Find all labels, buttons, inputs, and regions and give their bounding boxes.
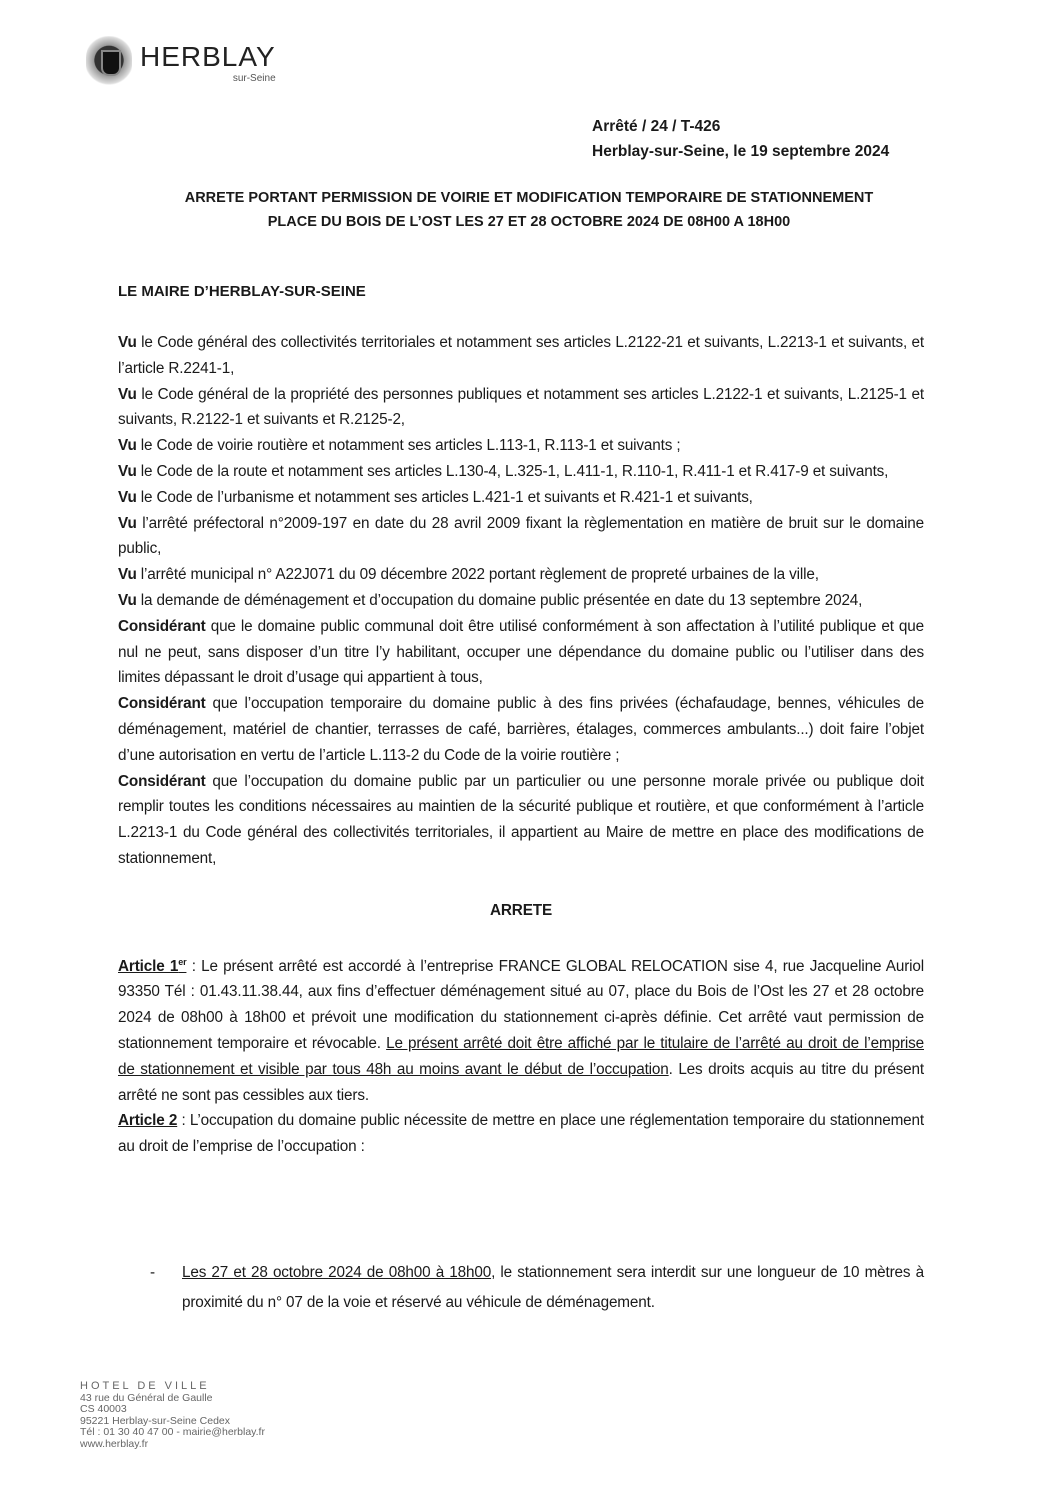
logo-name: HERBLAY bbox=[140, 40, 276, 72]
footer-address bbox=[80, 1381, 265, 1450]
recital-text: le Code de voirie routière et notamment ses articles L.113-1, R.113-1 et suivants ; bbox=[136, 437, 681, 455]
recital-lead: Vu bbox=[118, 591, 137, 609]
footer-line: 43 rue du Général de Gaulle bbox=[80, 1391, 213, 1404]
article-1 bbox=[118, 950, 924, 1109]
footer-line: 95221 Herblay-sur-Seine Cedex bbox=[80, 1414, 230, 1427]
logo-sub: sur-Seine bbox=[232, 72, 276, 84]
footer-line: HOTEL DE VILLE bbox=[80, 1380, 210, 1392]
footer-line: CS 40003 bbox=[80, 1403, 127, 1415]
recital-lead: Vu bbox=[118, 514, 137, 532]
measure-item bbox=[150, 1258, 924, 1318]
list-dash: - bbox=[150, 1264, 155, 1281]
recital bbox=[118, 433, 924, 459]
recital bbox=[118, 511, 924, 563]
measure-text: , le stationnement sera interdit sur une longueur de 10 mètres à proximité du n° 07 de la voie et réservé au véhicule de déménagement. bbox=[182, 1264, 924, 1311]
herblay-logo bbox=[86, 36, 276, 90]
article-1-lead: Article 1er bbox=[118, 956, 187, 975]
article-2 bbox=[118, 1108, 924, 1160]
recital bbox=[118, 330, 924, 382]
recital bbox=[118, 382, 924, 434]
recital bbox=[118, 562, 924, 588]
recital-lead: Vu bbox=[118, 437, 137, 455]
footer-line: www.herblay.fr bbox=[80, 1437, 149, 1450]
recital bbox=[118, 588, 924, 614]
authority: LE MAIRE D’HERBLAY-SUR-SEINE bbox=[118, 283, 366, 300]
article-1-underlined: Le présent arrêté doit être affiché par le titulaire de l’arrêté au droit de l’emprise de stationnement et visible par tous 48h au moins avant le début de l’occupation bbox=[118, 1035, 924, 1078]
recital-text: que l’occupation temporaire du domaine public à des fins privées (échafaudage, bennes, véhicules de déménagement, matériel de chantier, terrasses de café, barrières, étalages, commerces ambulants...) doit faire l’objet d’une autorisation en vertu de l’article L.113-2 du Code de la voirie routière ; bbox=[118, 695, 924, 764]
recital-text: la demande de déménagement et d’occupation du domaine public présentée en date du 13 septembre 2024, bbox=[136, 591, 863, 609]
document-body bbox=[118, 330, 924, 1160]
recital bbox=[118, 459, 924, 485]
title-line-2: PLACE DU BOIS DE L’OST LES 27 ET 28 OCTOBRE 2024 DE 08H00 A 18H00 bbox=[267, 214, 791, 230]
title-line-1: ARRETE PORTANT PERMISSION DE VOIRIE ET MODIFICATION TEMPORAIRE DE STATIONNEMENT bbox=[184, 190, 874, 206]
recital-lead: Considérant bbox=[118, 695, 206, 713]
recital-text: que l’occupation du domaine public par un particulier ou une personne morale privée ou publique doit remplir toutes les conditions nécessaires au maintien de la sécurité publique et routière, et que conformément à l’article L.2213-1 du Code général des collectivités territoriales, il appartient au Maire de mettre en place des modifications de stationnement, bbox=[118, 772, 924, 867]
document-header bbox=[592, 114, 889, 164]
recital-lead: Vu bbox=[118, 334, 137, 351]
recitals bbox=[118, 330, 924, 872]
recital-text: l’arrêté préfectoral n°2009-197 en date du 28 avril 2009 fixant la règlementation en matière de bruit sur le domaine public, bbox=[118, 514, 924, 558]
article-1-text: : Le présent arrêté est accordé à l’entreprise FRANCE GLOBAL RELOCATION sise 4, rue Jacqueline Auriol 93350 Tél : 01.43.11.38.44, aux fins d’effectuer déménagement situé au 07, place du Bois de l’Ost les 27 et 28 octobre 2024 de 08h00 à 18h00 et prévoit une modification du stationnement ci-après définie. Cet arrêté vaut permission de stationnement temporaire et révocable. bbox=[118, 957, 924, 1053]
document-title bbox=[100, 186, 958, 234]
decision-heading: ARRETE bbox=[490, 901, 552, 919]
recital-text: le Code de la route et notamment ses articles L.130-4, L.325-1, L.411-1, R.110-1, R.411-1 et R.417-9 et suivants, bbox=[136, 462, 889, 480]
article-1-text-end: . Les droits acquis au titre du présent arrêté ne sont pas cessibles aux tiers. bbox=[118, 1060, 924, 1104]
recital-text: que le domaine public communal doit être utilisé conformément à son affectation à l’utilité publique et que nul ne peut, sans disposer d’un titre l’y habilitant, occuper une dépendance du domaine public ou l’utiliser dans des limites dépassant le droit d’usage qui appartient à tous, bbox=[118, 617, 924, 687]
reference-number: Arrêté / 24 / T-426 bbox=[592, 118, 721, 135]
recital bbox=[118, 485, 924, 511]
recital-text: le Code général de la propriété des personnes publiques et notamment ses articles L.2122-1 et suivants, L.2125-1 et suivants, R.2122-1 et suivants et R.2125-2, bbox=[118, 385, 924, 429]
recital-lead: Considérant bbox=[118, 617, 206, 635]
recital bbox=[118, 769, 924, 872]
recital-lead: Considérant bbox=[118, 772, 206, 790]
recital-lead: Vu bbox=[118, 488, 137, 506]
article-2-text: : L’occupation du domaine public nécessite de mettre en place une réglementation temporaire du stationnement au droit de l’emprise de l’occupation : bbox=[118, 1112, 924, 1156]
recital-text: le Code général des collectivités territoriales et notamment ses articles L.2122-21 et suivants, L.2213-1 et suivants, et l’article R.2241-1, bbox=[118, 334, 924, 377]
recital-lead: Vu bbox=[118, 462, 137, 480]
recital-text: l’arrêté municipal n° A22J071 du 09 décembre 2022 portant règlement de propreté urbaines de la ville, bbox=[136, 566, 819, 584]
recital bbox=[118, 614, 924, 691]
place-date: Herblay-sur-Seine, le 19 septembre 2024 bbox=[592, 143, 890, 160]
measure-dates: Les 27 et 28 octobre 2024 de 08h00 à 18h00 bbox=[182, 1264, 492, 1281]
recital-text: le Code de l’urbanisme et notamment ses articles L.421-1 et suivants et R.421-1 et suivants, bbox=[136, 488, 753, 506]
recital-lead: Vu bbox=[118, 385, 137, 403]
article-2-lead: Article 2 bbox=[118, 1112, 178, 1130]
recital bbox=[118, 691, 924, 768]
coat-of-arms-icon bbox=[86, 36, 132, 90]
footer-line: Tél : 01 30 40 47 00 - mairie@herblay.fr bbox=[80, 1426, 265, 1438]
recital-lead: Vu bbox=[118, 566, 137, 584]
